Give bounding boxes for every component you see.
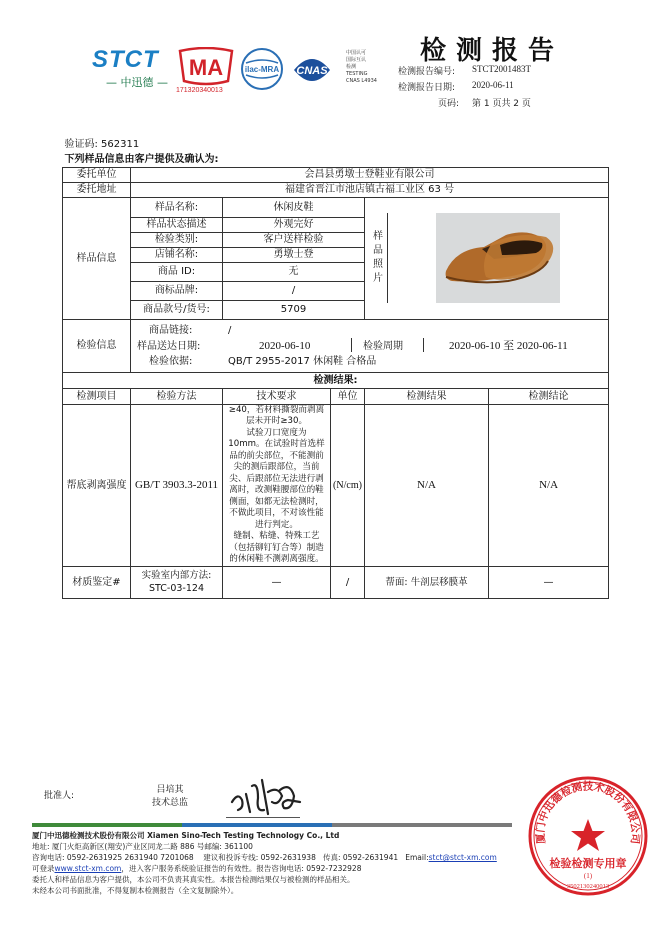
- sample-name: 休闲皮鞋: [223, 197, 365, 217]
- verify-code: 验证码: 562311: [64, 139, 140, 150]
- ma-logo: [176, 47, 236, 93]
- divider: [423, 338, 424, 352]
- reviewer-block: [152, 784, 188, 810]
- approver-label: 批准人:: [44, 791, 75, 801]
- footer-phone: 咨询电话: 0592-2631925 2631940 7201068: [32, 853, 194, 862]
- test-result: N/A: [365, 404, 489, 566]
- stct-logo-text: STCT: [92, 46, 159, 73]
- divider: [351, 338, 352, 352]
- sample-state: 外观完好: [223, 217, 365, 232]
- verify-row: [63, 137, 609, 152]
- col-header: 检验方法: [131, 388, 223, 404]
- test-item: 帮底剥离强度: [63, 404, 131, 566]
- client-addr-row: [63, 182, 609, 197]
- footer-company: 厦门中迅德检测技术股份有限公司 Xiamen Sino-Tech Testing Technology Co., Ltd: [32, 831, 340, 840]
- report-date-label: 检测报告日期:: [398, 83, 456, 93]
- arrival-date: 2020-06-10: [259, 339, 311, 352]
- sample-state-label: 样品状态描述: [131, 217, 223, 232]
- col-header: 检测结论: [489, 388, 609, 404]
- client-unit-row: [63, 167, 609, 182]
- footer-web-suffix: ，进入客户服务系统验证报告的有效性。报告咨询电话: 0592-7232928: [121, 864, 362, 873]
- store-name-label: 店铺名称:: [131, 247, 223, 262]
- col-header: 单位: [331, 388, 365, 404]
- photo-cell: [365, 197, 609, 319]
- results-section-label: 检测结果:: [63, 372, 609, 388]
- ma-number: 171320340013: [176, 87, 223, 94]
- page-value: 第 1 页共 2 页: [472, 99, 531, 109]
- report-meta: [398, 64, 598, 114]
- client-note-row: [63, 152, 609, 167]
- test-requirement: —: [223, 566, 331, 598]
- seal-number: 3502130240013: [566, 883, 610, 890]
- report-no-label: 检测报告编号:: [398, 67, 456, 77]
- footer-color-bars: [32, 823, 512, 827]
- test-method: 实验室内部方法: STC-03-124: [131, 566, 223, 598]
- report-no: STCT2001483T: [472, 64, 532, 74]
- reviewer-title: 技术总监: [152, 798, 189, 808]
- col-header: 技术要求: [223, 388, 331, 404]
- brand-label: 商标品牌:: [131, 281, 223, 300]
- seal-center-text: 检验检测专用章: [549, 857, 627, 870]
- stct-logo-sub: — 中迅德 —: [106, 76, 168, 89]
- ma-logo-text: MA: [188, 55, 224, 80]
- report-title: 检测报告: [420, 36, 565, 66]
- footer-email-label: Email:: [405, 853, 429, 862]
- client-note: 下列样品信息由客户提供及确认为:: [64, 153, 219, 165]
- arrival-date-label: 样品送达日期:: [137, 340, 201, 352]
- footer-web-link[interactable]: www.stct-xm.com: [54, 864, 122, 873]
- ilac-text: ilac-MRA: [244, 65, 280, 74]
- client-unit: 会昌县勇墩士登鞋业有限公司: [131, 167, 609, 182]
- report-table: [62, 137, 609, 599]
- sample-photo: [436, 213, 560, 303]
- client-unit-label: 委托单位: [63, 167, 131, 182]
- test-conclusion: N/A: [489, 404, 609, 566]
- cnas-logo: [288, 52, 336, 88]
- official-seal: [527, 775, 649, 897]
- test-requirement: ≥40，若材料撕裂而剥离层未开时≥30。 试验刀口宽度为 10mm。在试验时首选样品的前尖部位，不能测前尖的测后跟部位，当前尖、后跟部位无法进行剥离时，改测鞋腰部位的鞋侧面，如都无法检测时，不做此项目，不对该性能进行判定。 缝制、粘缝、特殊工艺（包括铆钉钉合等）制造的休闲鞋不测剥离强度。: [223, 404, 331, 566]
- inspection-type-label: 检验类别:: [131, 232, 223, 247]
- test-method: GB/T 3903.3-2011: [131, 404, 223, 566]
- seal-ring-text: 厦门中迅德检测技术股份有限公司: [534, 780, 642, 845]
- signature-image: [228, 772, 304, 818]
- period: 2020-06-10 至 2020-06-11: [449, 339, 568, 352]
- signature-line: [226, 817, 300, 818]
- test-unit: (N/cm): [331, 404, 365, 566]
- footer-web-prefix: 可登录: [32, 864, 55, 873]
- results-section-row: [63, 372, 609, 388]
- table-row: [63, 566, 609, 598]
- seal-sub: (1): [583, 872, 593, 880]
- product-link-label: 商品链接:: [149, 324, 193, 336]
- footer-address: 地址: 厦门火炬高新区(翔安)产业区同龙二路 886 号邮编: 361100: [32, 842, 253, 851]
- inspection-info-row: [63, 319, 609, 372]
- cnas-text: CNAS: [296, 65, 328, 77]
- inspection-info-label: 检验信息: [63, 319, 131, 372]
- basis: QB/T 2955-2017 休闲鞋 合格品: [228, 355, 377, 367]
- product-link: /: [228, 324, 232, 336]
- reviewer-name: 吕培其: [156, 785, 184, 795]
- sample-name-row: [63, 197, 609, 217]
- test-item: 材质鉴定#: [63, 566, 131, 598]
- product-id: 无: [223, 262, 365, 281]
- item-no-label: 商品款号/货号:: [131, 300, 223, 319]
- inspection-info-cell: [131, 319, 609, 372]
- sample-info-label: 样品信息: [63, 197, 131, 319]
- stct-logo: [92, 48, 182, 90]
- footer-email-link[interactable]: stct@stct-xm.com: [428, 853, 497, 862]
- footer-disclaimer-2: 未经本公司书面批准，不得复制本检测报告（全文复制除外）。: [32, 886, 239, 895]
- footer-contact: [32, 852, 532, 863]
- ilac-mra-logo: [240, 47, 284, 91]
- client-addr-label: 委托地址: [63, 182, 131, 197]
- results-header-row: [63, 388, 609, 404]
- footer-web: [32, 863, 532, 874]
- report-date: 2020-06-11: [472, 80, 514, 90]
- page-label: 页码:: [438, 99, 460, 109]
- col-header: 检测项目: [63, 388, 131, 404]
- client-addr: 福建省晋江市池店镇古福工业区 63 号: [131, 182, 609, 197]
- item-no: 5709: [223, 300, 365, 319]
- footer-fax: 传真: 0592-2631941: [323, 853, 399, 862]
- col-header: 检测结果: [365, 388, 489, 404]
- inspection-type: 客户送样检验: [223, 232, 365, 247]
- footer-complaint: 建议和投诉专线: 0592-2631938: [203, 853, 316, 862]
- cnas-description: 中国认可 国际互认 检测 TESTING CNAS L4934: [346, 50, 377, 84]
- test-conclusion: —: [489, 566, 609, 598]
- brand: /: [223, 281, 365, 300]
- table-row: [63, 404, 609, 566]
- photo-label: 样品照片: [370, 230, 382, 286]
- product-id-label: 商品 ID:: [131, 262, 223, 281]
- store-name: 勇墩士登: [223, 247, 365, 262]
- footer-disclaimer-1: 委托人和样品信息为客户提供，本公司不负责其真实性。本报告检测结果仅与被检测的样品相关。: [32, 875, 355, 884]
- basis-label: 检验依据:: [149, 355, 193, 367]
- test-result: 帮面: 牛剖层移膜革: [365, 566, 489, 598]
- sample-name-label: 样品名称:: [131, 197, 223, 217]
- period-label: 检验周期: [363, 340, 403, 352]
- test-unit: /: [331, 566, 365, 598]
- footer: [32, 830, 532, 896]
